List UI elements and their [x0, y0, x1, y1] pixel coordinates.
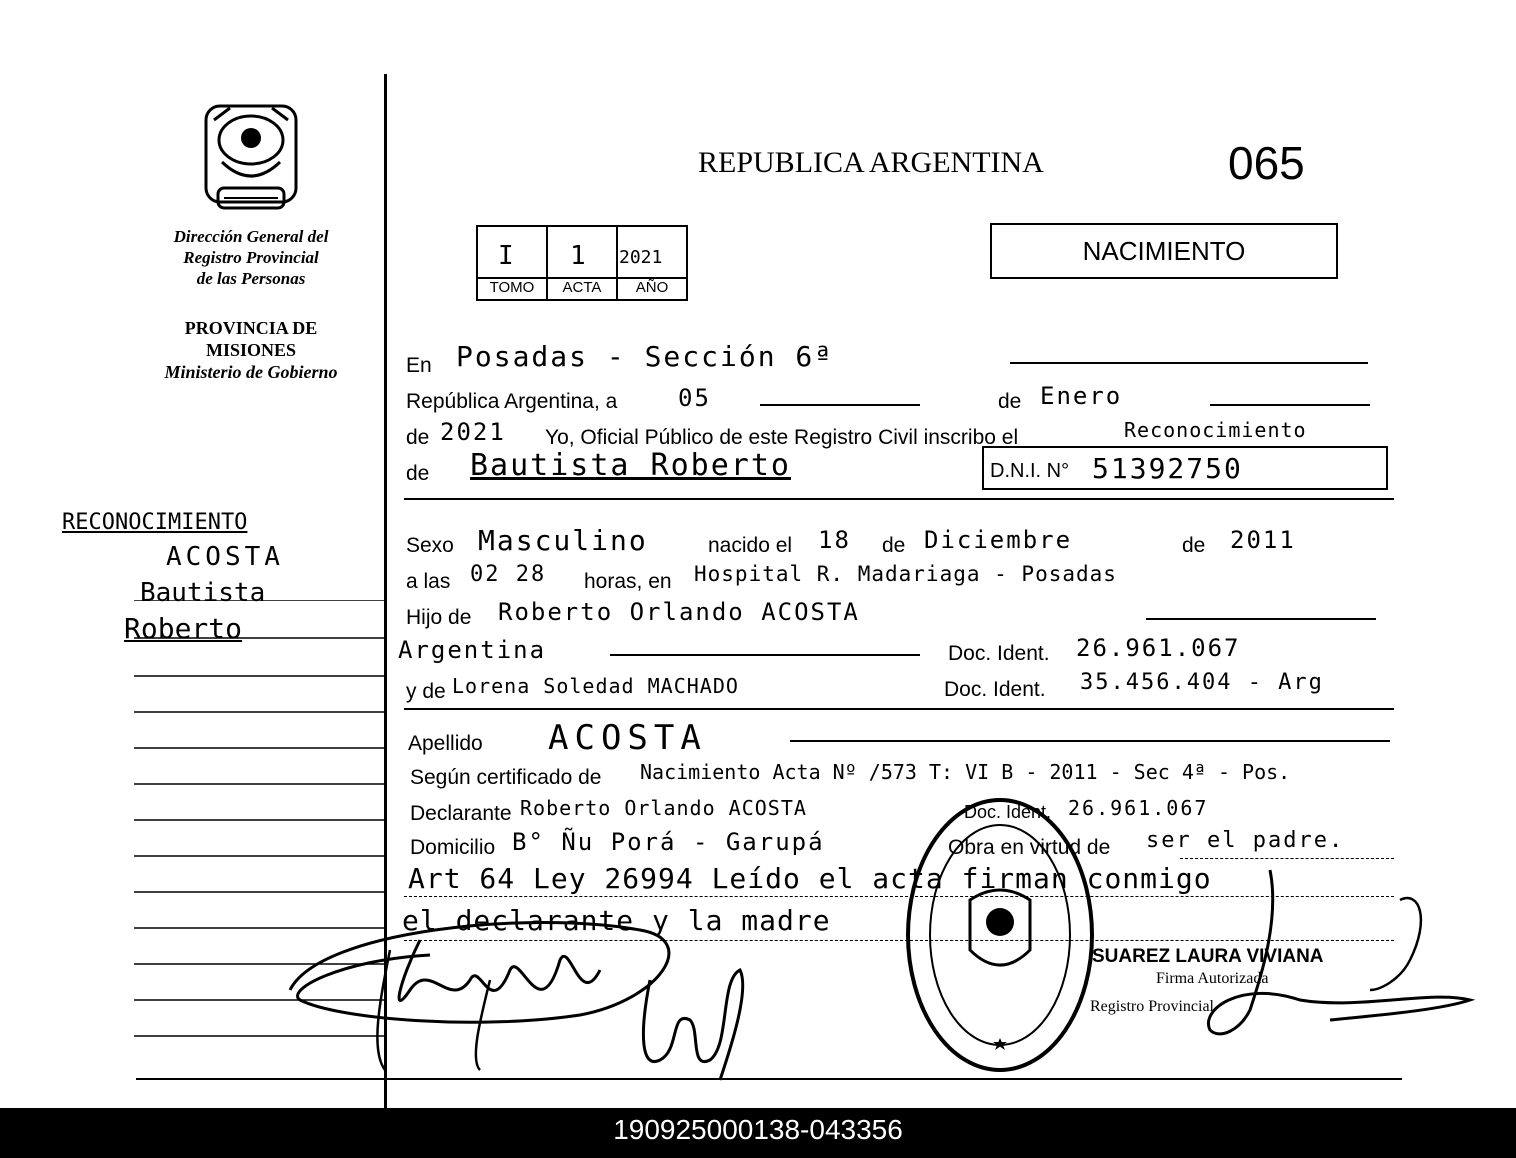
declarant-doc: 26.961.067 — [1068, 796, 1209, 820]
margin-line-4: Roberto — [124, 612, 243, 645]
officer-signature — [1180, 860, 1480, 1060]
alas-label: a las — [406, 570, 451, 593]
doc-label-1: Doc. Ident. — [948, 642, 1050, 665]
month: Enero — [1040, 382, 1123, 410]
birth-hour: 02 28 — [470, 562, 547, 587]
province-line-1: PROVINCIA DE — [184, 318, 318, 338]
tomo-label: TOMO — [489, 279, 535, 296]
de5-label: de — [1182, 534, 1206, 557]
doc-label-2: Doc. Ident. — [944, 678, 1046, 701]
hijo-label: Hijo de — [406, 606, 472, 629]
anio-label: AÑO — [635, 279, 669, 296]
signer-office: Registro Provincial — [1090, 998, 1214, 1015]
sexo-value: Masculino — [478, 524, 648, 557]
margin-line-2: ACOSTA — [166, 542, 284, 572]
apellido-label: Apellido — [408, 732, 483, 755]
father: Roberto Orlando ACOSTA — [498, 598, 860, 626]
coat-of-arms-icon — [200, 100, 302, 215]
day: 05 — [678, 384, 711, 412]
office-line-1: Dirección General del — [173, 227, 329, 246]
surname: ACOSTA — [548, 718, 707, 758]
acta-label: ACTA — [562, 279, 602, 296]
mother-doc: 35.456.404 - Arg — [1080, 670, 1324, 695]
section-rule-2 — [404, 708, 1394, 710]
declarant: Roberto Orlando ACOSTA — [520, 796, 807, 820]
province-line-2: MISIONES — [205, 340, 297, 360]
country-title: REPUBLICA ARGENTINA — [698, 146, 1044, 179]
dni-value: 51392750 — [1092, 452, 1243, 485]
de-label: de — [998, 390, 1022, 413]
note-line-2: el declarante y la madre — [402, 904, 831, 937]
record-type: NACIMIENTO — [1082, 236, 1246, 266]
doc-label-3: Doc. Ident. — [964, 802, 1052, 822]
mother-signature — [630, 950, 770, 1090]
father-nationality: Argentina — [398, 636, 547, 664]
signer-role: Firma Autorizada — [1156, 970, 1269, 987]
year: 2021 — [440, 418, 506, 446]
domicilio-label: Domicilio — [410, 836, 496, 859]
en-label: En — [406, 354, 432, 377]
obra-value: ser el padre. — [1146, 828, 1345, 853]
barcode-footer — [0, 1108, 1516, 1158]
signer-name: SUAREZ LAURA VIVIANA — [1092, 946, 1324, 967]
birth-day: 18 — [818, 526, 851, 554]
barcode-text: 190925000138-043356 — [613, 1114, 903, 1145]
nacido-label: nacido el — [708, 534, 793, 557]
de4-label: de — [882, 534, 906, 557]
acta-value: 1 — [570, 241, 588, 271]
section-rule-1 — [404, 498, 1394, 500]
certificate: Nacimiento Acta Nº /573 T: VI B - 2011 - Sec 4ª - Pos. — [640, 760, 1291, 784]
sexo-label: Sexo — [406, 534, 454, 557]
de3-label: de — [406, 462, 430, 485]
address: B° Ñu Porá - Garupá — [512, 828, 825, 856]
margin-line-1: RECONOCIMIENTO — [62, 510, 248, 535]
dni-label: D.N.I. N° — [990, 460, 1070, 482]
page-number: 065 — [1228, 137, 1305, 189]
anio-value: 2021 — [619, 247, 663, 268]
birth-year: 2011 — [1230, 526, 1296, 554]
father-doc: 26.961.067 — [1076, 634, 1241, 662]
birth-month: Diciembre — [924, 526, 1073, 554]
obra-label: Obra en virtud de — [948, 836, 1111, 859]
horas-label: horas, en — [584, 570, 672, 593]
child-name: Bautista Roberto — [470, 448, 791, 483]
de2-label: de — [406, 426, 430, 449]
birth-place: Hospital R. Madariaga - Posadas — [694, 562, 1117, 586]
margin-line-3: Bautista — [140, 578, 266, 608]
mother: Lorena Soledad MACHADO — [452, 674, 739, 698]
tomo-value: I — [498, 241, 516, 271]
record-type-box — [990, 223, 1338, 279]
official-seal — [900, 790, 1100, 1080]
office-line-3: de las Personas — [196, 269, 306, 288]
segun-label: Según certificado de — [410, 766, 602, 789]
act: Reconocimiento — [1124, 418, 1307, 442]
place: Posadas - Sección 6ª — [456, 340, 834, 373]
declarante-label: Declarante — [410, 802, 512, 825]
republica-label: República Argentina, a — [406, 390, 618, 413]
ministry: Ministerio de Gobierno — [164, 362, 338, 382]
ydel-label: y de — [406, 680, 446, 703]
oficial-text: Yo, Oficial Público de este Registro Civil inscribo el — [545, 426, 1019, 449]
note-line-1: Art 64 Ley 26994 Leído el acta firman conmigo — [408, 862, 1212, 895]
office-line-2: Registro Provincial — [183, 248, 319, 267]
reference-box — [476, 225, 688, 301]
